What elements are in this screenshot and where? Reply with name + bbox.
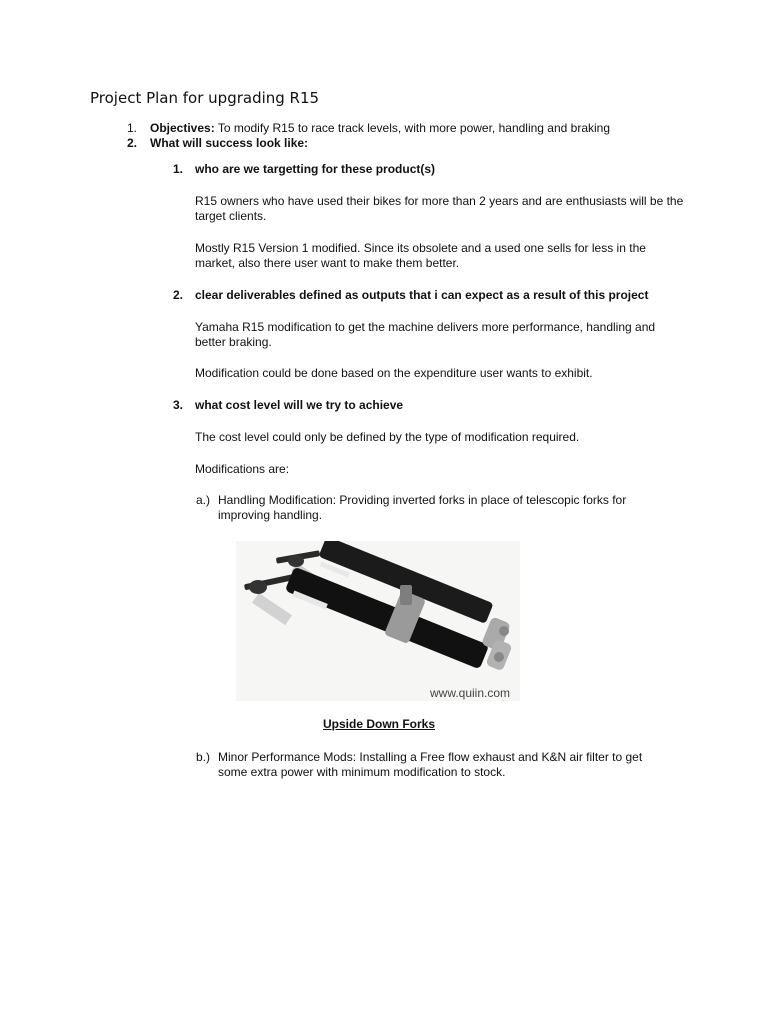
paragraph: Mostly R15 Version 1 modified. Since its obsolete and a used one sells for less in the market, also there user want to make them better. bbox=[195, 241, 646, 270]
list-item-objectives bbox=[127, 121, 610, 136]
mod-item-a bbox=[196, 493, 666, 523]
list-number: 1. bbox=[127, 121, 138, 135]
mod-label: a.) bbox=[196, 493, 211, 507]
section-heading bbox=[173, 398, 403, 413]
list-item-success bbox=[127, 136, 308, 151]
section-number: 1. bbox=[173, 162, 184, 176]
list-number: 2. bbox=[127, 136, 138, 150]
list-label: Objectives: bbox=[150, 121, 215, 135]
section-heading-text: what cost level will we try to achieve bbox=[195, 398, 404, 412]
document-title: Project Plan for upgrading R15 bbox=[90, 89, 320, 107]
list-label: What will success look like: bbox=[150, 136, 309, 150]
section-heading bbox=[173, 288, 693, 303]
section-heading bbox=[173, 162, 435, 177]
paragraph: R15 owners who have used their bikes for more than 2 years and are enthusiasts will be the target clients. bbox=[195, 194, 684, 223]
mod-text: Minor Performance Mods: Installing a Free flow exhaust and K&N air filter to get some extra power with minimum modification to stock. bbox=[218, 750, 643, 779]
watermark-text: www.quiin.com bbox=[430, 686, 511, 700]
section-number: 3. bbox=[173, 398, 184, 412]
figure-caption: Upside Down Forks bbox=[323, 717, 436, 731]
paragraph: Modification could be done based on the expenditure user wants to exhibit. bbox=[195, 366, 593, 380]
mod-text: Handling Modification: Providing inverted forks in place of telescopic forks for improving handling. bbox=[218, 493, 627, 522]
section-number: 2. bbox=[173, 288, 184, 302]
paragraph: Modifications are: bbox=[195, 462, 290, 476]
fork-photo bbox=[236, 541, 520, 701]
mod-item-b bbox=[196, 750, 666, 780]
inverted-fork-illustration bbox=[236, 541, 520, 701]
section-heading-text: who are we targetting for these product(s) bbox=[195, 162, 436, 176]
paragraph: Yamaha R15 modification to get the machine delivers more performance, handling and better braking. bbox=[195, 320, 656, 349]
mod-label: b.) bbox=[196, 750, 211, 764]
paragraph: The cost level could only be defined by the type of modification required. bbox=[195, 430, 580, 444]
list-text: To modify R15 to race track levels, with more power, handling and braking bbox=[214, 121, 611, 135]
section-heading-text: clear deliverables defined as outputs that i can expect as a result of this project bbox=[195, 288, 649, 302]
